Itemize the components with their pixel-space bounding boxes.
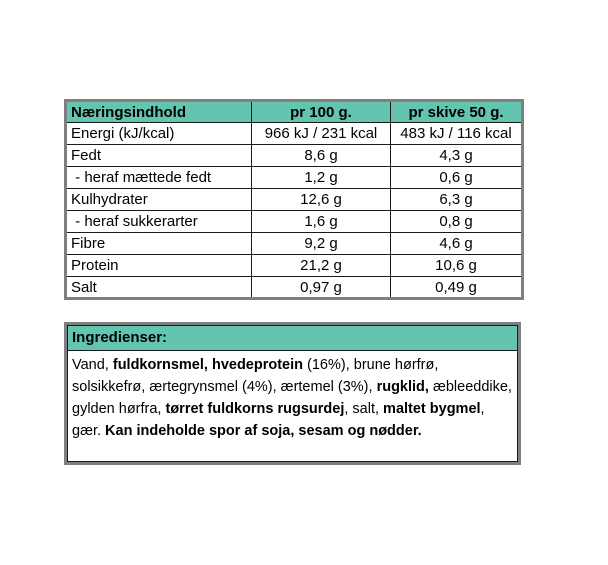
- nutrition-table-body: [66, 123, 523, 299]
- value-per-slice-50g: 0,6 g: [391, 167, 523, 189]
- ingredient-segment: æbleeddike, gylden hørfra,: [72, 379, 512, 417]
- ingredients-box: [64, 322, 521, 465]
- value-per-slice-50g: 483 kJ / 116 kcal: [391, 123, 523, 145]
- nutrition-table: [64, 99, 524, 300]
- table-row: [66, 145, 523, 167]
- value-per-100g: 966 kJ / 231 kcal: [252, 123, 391, 145]
- value-per-slice-50g: 0,8 g: [391, 211, 523, 233]
- value-per-slice-50g: 4,3 g: [391, 145, 523, 167]
- ingredient-segment: Vand,: [72, 357, 113, 373]
- table-row: [66, 123, 523, 145]
- value-per-100g: 21,2 g: [252, 255, 391, 277]
- ingredient-segment: maltet bygmel: [383, 401, 481, 417]
- ingredient-segment: (16%), brune hørfrø, solsikkefrø, ærtegrynsmel (4%), ærtemel (3%),: [72, 357, 439, 395]
- nutrient-label: - heraf mættede fedt: [66, 167, 252, 189]
- nutrient-label: Kulhydrater: [66, 189, 252, 211]
- header-per-skive-50g: pr skive 50 g.: [391, 101, 523, 123]
- ingredient-segment: tørret fuldkorns rugsurdej: [165, 401, 345, 417]
- table-row: [66, 255, 523, 277]
- nutrient-label: Protein: [66, 255, 252, 277]
- ingredients-title: Ingredienser:: [68, 326, 517, 351]
- value-per-slice-50g: 10,6 g: [391, 255, 523, 277]
- ingredient-segment: rugklid,: [376, 379, 429, 395]
- table-row: [66, 189, 523, 211]
- value-per-slice-50g: 0,49 g: [391, 277, 523, 299]
- value-per-100g: 1,2 g: [252, 167, 391, 189]
- table-row: [66, 277, 523, 299]
- nutrient-label: Fedt: [66, 145, 252, 167]
- nutrient-label: Fibre: [66, 233, 252, 255]
- value-per-100g: 12,6 g: [252, 189, 391, 211]
- ingredient-segment: Kan indeholde spor af soja, sesam og nødder.: [105, 423, 422, 439]
- header-naeringsindhold: Næringsindhold: [66, 101, 252, 123]
- ingredients-text: [68, 351, 517, 461]
- nutrient-label: - heraf sukkerarter: [66, 211, 252, 233]
- value-per-100g: 1,6 g: [252, 211, 391, 233]
- table-row: [66, 211, 523, 233]
- value-per-100g: 8,6 g: [252, 145, 391, 167]
- ingredient-segment: , gær.: [72, 401, 485, 439]
- value-per-100g: 9,2 g: [252, 233, 391, 255]
- ingredient-segment: fuldkornsmel, hvedeprotein: [112, 357, 304, 373]
- ingredients-inner: [67, 325, 518, 462]
- header-per-100g: pr 100 g.: [252, 101, 391, 123]
- ingredient-segment: , salt,: [344, 401, 384, 417]
- table-row: [66, 233, 523, 255]
- table-header-row: [66, 101, 523, 123]
- table-row: [66, 167, 523, 189]
- value-per-slice-50g: 4,6 g: [391, 233, 523, 255]
- value-per-100g: 0,97 g: [252, 277, 391, 299]
- nutrient-label: Salt: [66, 277, 252, 299]
- value-per-slice-50g: 6,3 g: [391, 189, 523, 211]
- nutrient-label: Energi (kJ/kcal): [66, 123, 252, 145]
